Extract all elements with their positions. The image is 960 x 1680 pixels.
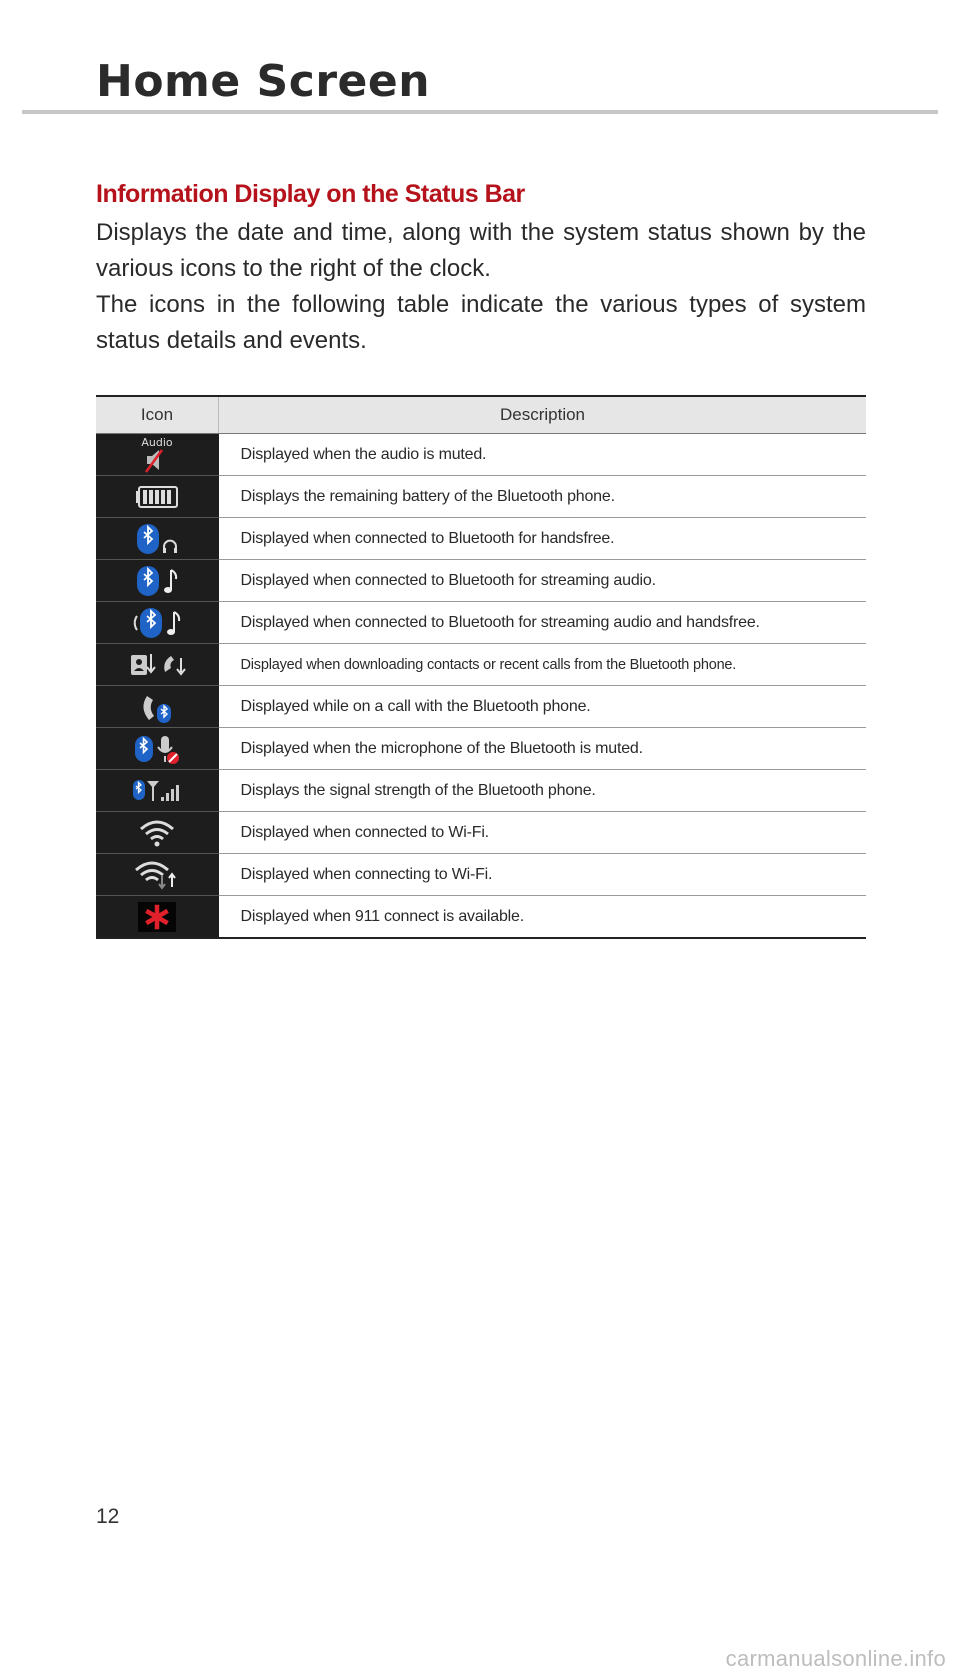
icon-cell [96, 518, 219, 560]
bluetooth-audio-icon [133, 564, 181, 598]
audio-mute-icon [132, 436, 182, 474]
bluetooth-mic-mute-icon [131, 732, 183, 766]
911-connect-icon [138, 902, 176, 932]
description-column-header: Description [219, 396, 867, 434]
wifi-icon [137, 818, 177, 848]
bluetooth-audio-handsfree-icon [131, 606, 183, 640]
row-description: Displayed when connected to Bluetooth for streaming audio and handsfree. [219, 602, 867, 644]
row-description: Displayed when 911 connect is available. [240, 907, 524, 925]
icon-cell [96, 686, 219, 728]
title-divider [22, 110, 938, 114]
table-row [96, 476, 866, 518]
icon-cell [96, 896, 219, 939]
table-row [96, 602, 866, 644]
icon-cell [96, 560, 219, 602]
battery-icon [135, 485, 179, 509]
icon-cell [96, 812, 219, 854]
icon-cell [96, 602, 219, 644]
table-header-row [96, 396, 866, 434]
intro-paragraph: Displays the date and time, along with the system status shown by the various icons to the right of the clock. [96, 219, 866, 282]
table-row [96, 560, 866, 602]
table-row [96, 518, 866, 560]
row-description: Displayed when connecting to Wi-Fi. [219, 854, 867, 896]
bluetooth-handsfree-icon [133, 522, 181, 556]
icon-cell [96, 770, 219, 812]
row-description: Displayed when connected to Bluetooth for handsfree. [219, 518, 867, 560]
audio-label: Audio [141, 435, 173, 449]
row-description: Displayed when connected to Bluetooth for streaming audio. [219, 560, 867, 602]
table-row [96, 434, 866, 476]
row-description: Displayed when connected to Wi-Fi. [219, 812, 867, 854]
page-title: Home Screen [96, 56, 431, 107]
icon-cell [96, 644, 219, 686]
wifi-connecting-icon [132, 859, 182, 891]
table-row [96, 854, 866, 896]
icon-cell [96, 854, 219, 896]
page-number: 12 [96, 1505, 120, 1528]
watermark: carmanualsonline.info [725, 1646, 946, 1671]
download-contacts-icon [125, 650, 189, 680]
table-row [96, 770, 866, 812]
icon-cell [96, 476, 219, 518]
section-heading: Information Display on the Status Bar [96, 180, 525, 208]
table-row [96, 644, 866, 686]
table-row [96, 686, 866, 728]
row-description: Displayed when the microphone of the Bluetooth is muted. [219, 728, 867, 770]
status-icon-table [96, 395, 866, 939]
table-row [96, 812, 866, 854]
table-row [96, 896, 866, 939]
row-description: Displayed when downloading contacts or recent calls from the Bluetooth phone. [219, 644, 867, 686]
icon-cell [96, 434, 219, 476]
table-intro-paragraph: The icons in the following table indicate the various types of system status details and events. [96, 291, 866, 354]
table-row [96, 728, 866, 770]
row-description: Displayed while on a call with the Bluetooth phone. [219, 686, 867, 728]
icon-column-header: Icon [96, 396, 219, 434]
icon-cell [96, 728, 219, 770]
row-description: Displayed when the audio is muted. [219, 434, 867, 476]
row-description: Displays the signal strength of the Bluetooth phone. [219, 770, 867, 812]
bluetooth-signal-icon [131, 777, 183, 805]
bluetooth-call-icon [137, 690, 177, 724]
row-description: Displays the remaining battery of the Bluetooth phone. [219, 476, 867, 518]
